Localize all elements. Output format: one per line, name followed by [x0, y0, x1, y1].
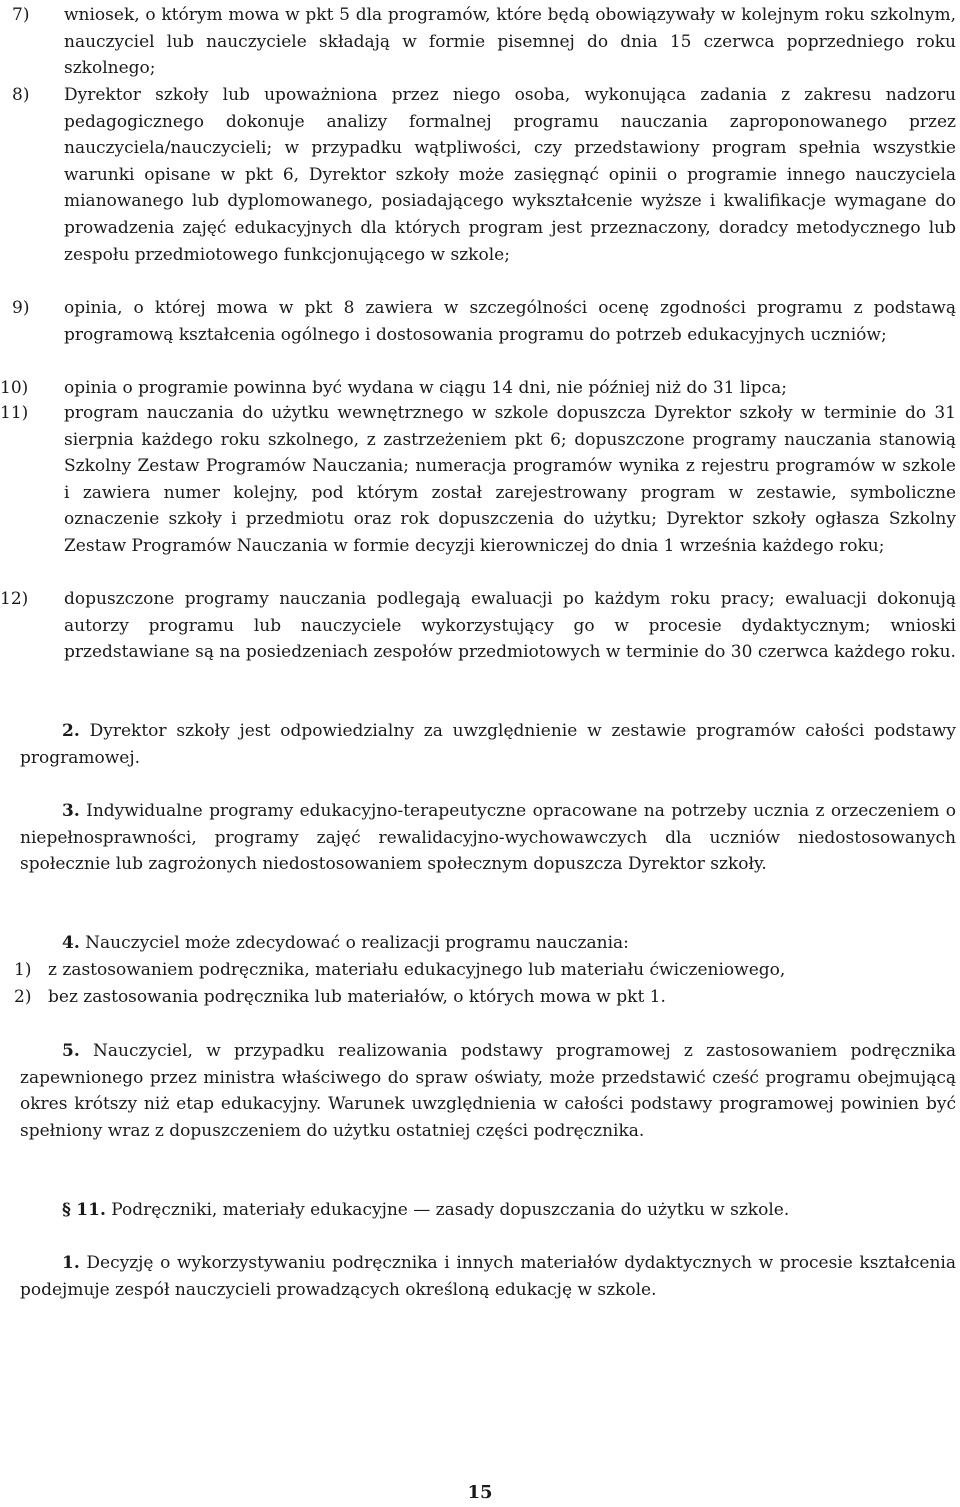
list-item-number: 10) — [0, 378, 29, 398]
sub-item-number: 2) — [14, 987, 32, 1007]
paragraph-number: 3. — [62, 801, 80, 821]
paragraph-4 — [20, 930, 956, 957]
list-item-12 — [0, 586, 956, 666]
section-symbol: § — [62, 1200, 71, 1220]
page-number: 15 — [467, 1482, 493, 1503]
paragraph-text: Indywidualne programy edukacyjno-terapeutyczne opracowane na potrzeby ucznia z orzeczeniem o niepełnosprawności, programy zajęć rewalidacyjno-wychowawczych dla uczniów niedostosowanych społecznie lub zagrożonych niedostosowaniem społecznym dopuszcza Dyrektor szkoły. — [20, 801, 956, 875]
section-paragraph-1 — [20, 1250, 956, 1303]
list-item-11 — [0, 400, 956, 560]
list-item-number: 11) — [0, 403, 29, 423]
sub-item-number: 1) — [14, 960, 32, 980]
paragraph-text: Dyrektor szkoły jest odpowiedzialny za uwzględnienie w zestawie programów całości podstawy programowej. — [20, 721, 957, 768]
paragraph-number: 4. — [62, 933, 80, 953]
list-item-10 — [0, 375, 956, 402]
paragraph-number: 5. — [62, 1041, 80, 1061]
list-item-text: Dyrektor szkoły lub upoważniona przez niego osoba, wykonująca zadania z zakresu nadzoru pedagogicznego dokonuje analizy formalnej programu nauczania zaproponowanego przez nauczyciela/nauczycieli; w przypadku wątpliwości, czy przedstawiony program spełnia wszystkie warunki opisane w pkt 6, Dyrektor szkoły może zasięgnąć opinii o programie innego nauczyciela mianowanego lub dyplomowanego, posiadającego wykształcenie wyższe i kwalifikacje wymagane do prowadzenia zajęć edukacyjnych dla których program jest przeznaczony, doradcy metodycznego lub zespołu przedmiotowego funkcjonującego w szkole; — [64, 85, 956, 265]
paragraph-number: 1. — [62, 1253, 80, 1273]
sub-item-2 — [14, 984, 954, 1011]
paragraph-3 — [20, 798, 956, 878]
section-title: Podręczniki, materiały edukacyjne — zasady dopuszczania do użytku w szkole. — [111, 1200, 790, 1220]
list-item-text: wniosek, o którym mowa w pkt 5 dla programów, które będą obowiązywały w kolejnym roku szkolnym, nauczyciel lub nauczyciele składają w formie pisemnej do dnia 15 czerwca poprzedniego roku szkolnego; — [64, 5, 956, 79]
section-number: 11. — [76, 1200, 106, 1220]
list-item-text: opinia, o której mowa w pkt 8 zawiera w szczególności ocenę zgodności programu z podstawą programową kształcenia ogólnego i dostosowania programu do potrzeb edukacyjnych uczniów; — [64, 298, 956, 345]
paragraph-text: Decyzję o wykorzystywaniu podręcznika i innych materiałów dydaktycznych w procesie kształcenia podejmuje zespół nauczycieli prowadzących określoną edukację w szkole. — [20, 1253, 956, 1300]
list-item-number: 12) — [0, 589, 29, 609]
list-item-text: program nauczania do użytku wewnętrznego w szkole dopuszcza Dyrektor szkoły w terminie do 31 sierpnia każdego roku szkolnego, z zastrzeżeniem pkt 6; dopuszczone programy nauczania stanowią Szkolny Zestaw Programów Nauczania; numeracja programów wynika z rejestru programów w szkole i zawiera numer kolejny, pod którym został zarejestrowany program w zestawie, symboliczne oznaczenie szkoły i przedmiotu oraz rok dopuszczenia do użytku; Dyrektor szkoły ogłasza Szkolny Zestaw Programów Nauczania w formie decyzji kierowniczej do dnia 1 września każdego roku; — [64, 403, 956, 556]
paragraph-text: Nauczyciel, w przypadku realizowania podstawy programowej z zastosowaniem podręcznika zapewnionego przez ministra właściwego do spraw oświaty, może przedstawić cześć programu obejmującą okres krótszy niż etap edukacyjny. Warunek uwzględnienia w całości podstawy programowej powinien być spełniony wraz z dopuszczeniem do użytku ostatniej części podręcznika. — [20, 1041, 956, 1141]
sub-item-text: bez zastosowania podręcznika lub materiałów, o których mowa w pkt 1. — [48, 987, 666, 1007]
sub-item-1 — [14, 957, 954, 984]
paragraph-5 — [20, 1038, 956, 1144]
list-item-9 — [0, 295, 956, 348]
sub-item-text: z zastosowaniem podręcznika, materiału edukacyjnego lub materiału ćwiczeniowego, — [48, 960, 786, 980]
paragraph-2 — [20, 718, 956, 771]
list-item-8 — [0, 82, 956, 268]
list-item-number: 7) — [12, 5, 30, 25]
list-item-text: dopuszczone programy nauczania podlegają ewaluacji po każdym roku pracy; ewaluacji dokonują autorzy programu lub nauczyciele wykorzystujący go w procesie dydaktycznym; wnioski przedstawiane są na posiedzeniach zespołów przedmiotowych w terminie do 30 czerwca każdego roku. — [64, 589, 956, 663]
list-item-number: 8) — [12, 85, 30, 105]
paragraph-text: Nauczyciel może zdecydować o realizacji programu nauczania: — [85, 933, 629, 953]
paragraph-number: 2. — [62, 721, 80, 741]
list-item-number: 9) — [12, 298, 30, 318]
section-heading — [20, 1197, 956, 1224]
list-item-text: opinia o programie powinna być wydana w ciągu 14 dni, nie później niż do 31 lipca; — [64, 378, 788, 398]
list-item-7 — [0, 2, 956, 82]
